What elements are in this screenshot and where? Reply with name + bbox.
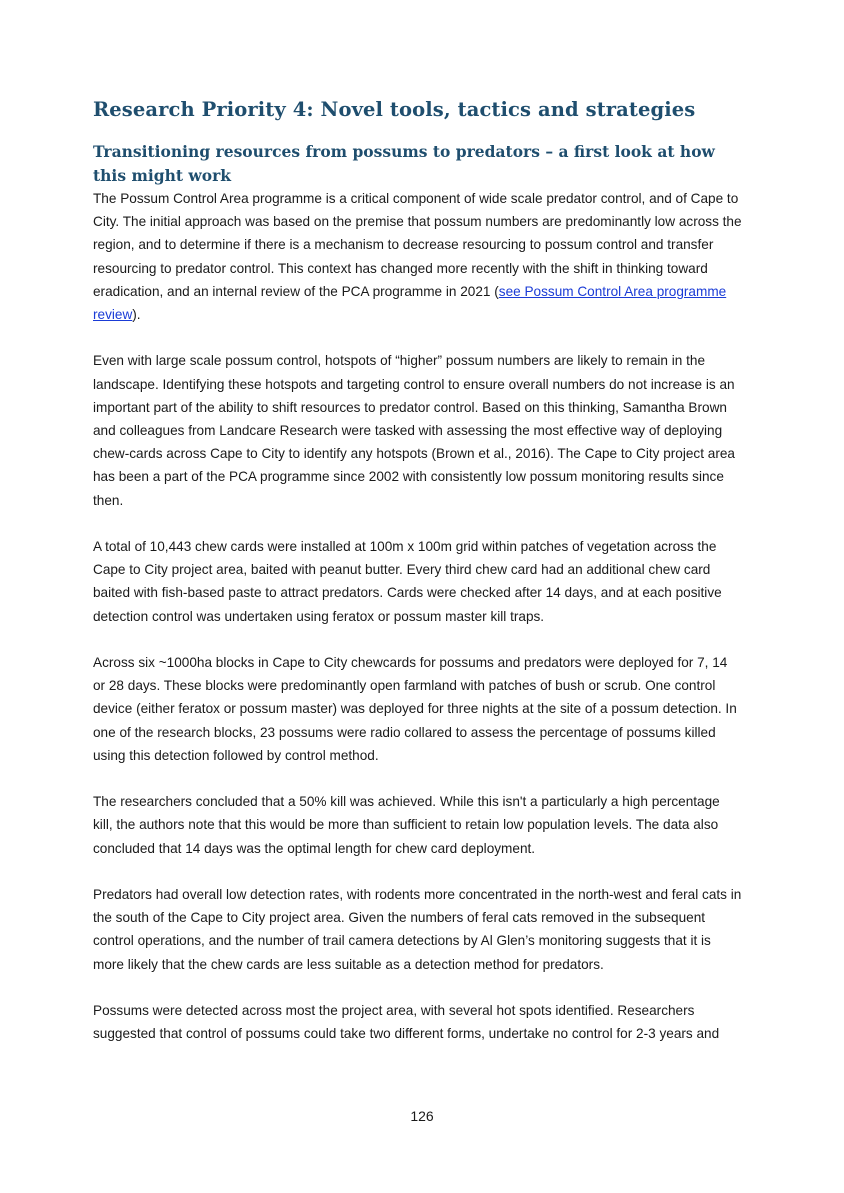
subsection-heading: Transitioning resources from possums to predators – a first look at how this might work [93, 142, 715, 185]
paragraph-predators: Predators had overall low detection rates, with rodents more concentrated in the north-west and feral cats in the south of the Cape to City project area. Given the numbers of feral cats removed in the subsequent control operations, and the number of trail camera detections by Al Glen’s monitoring suggests that it is more likely that the chew cards are less suitable as a detection method for predators. [93, 887, 742, 972]
paragraph-intro-text: The Possum Control Area programme is a critical component of wide scale predator control, and of Cape to City. The initial approach was based on the premise that possum numbers are predominantly low across the region, and to determine if there is a mechanism to decrease resourcing to possum control and transfer resourcing to predator control. This context has changed more recently with the shift in thinking toward eradication, and an internal review of the PCA programme in 2021 ( [93, 191, 742, 299]
paragraph-intro-tail: ). [132, 307, 141, 323]
page-number: 126 [410, 1108, 434, 1124]
paragraph-results: The researchers concluded that a 50% kill was achieved. While this isn't a particularly a high percentage kill, the authors note that this would be more than sufficient to retain low population levels. The data also concluded that 14 days was the optimal length for chew card deployment. [93, 794, 720, 856]
paragraph-chew-cards: A total of 10,443 chew cards were installed at 100m x 100m grid within patches of vegetation across the Cape to City project area, baited with peanut butter. Every third chew card had an additional chew card baited with fish-based paste to attract predators. Cards were checked after 14 days, and at each positive detection control was undertaken using feratox or possum master kill traps. [93, 539, 722, 624]
paragraph-hotspots: Even with large scale possum control, hotspots of “higher” possum numbers are likely to remain in the landscape. Identifying these hotspots and targeting control to ensure overall numbers do not increase is an important part of the ability to shift resources to predator control. Based on this thinking, Samantha Brown and colleagues from Landcare Research were tasked with assessing the most effective way of deploying chew-cards across Cape to City to identify any hotspots (Brown et al., 2016). The Cape to City project area has been a part of the PCA programme since 2002 with consistently low possum monitoring results since then. [93, 353, 735, 508]
section-heading: Research Priority 4: Novel tools, tactics and strategies [93, 98, 696, 121]
paragraph-possum-detection: Possums were detected across most the project area, with several hot spots identified. Researchers suggested that control of possums could take two different forms, undertake no control for 2-3 years and [93, 1003, 720, 1042]
paragraph-intro [93, 187, 743, 326]
paragraph-blocks: Across six ~1000ha blocks in Cape to City chewcards for possums and predators were deployed for 7, 14 or 28 days. These blocks were predominantly open farmland with patches of bush or scrub. One control device (either feratox or possum master) was deployed for three nights at the site of a possum detection. In one of the research blocks, 23 possums were radio collared to assess the percentage of possums killed using this detection followed by control method. [93, 655, 737, 763]
page-content [93, 96, 743, 1069]
pca-review-link[interactable]: see Possum Control Area programme review [93, 283, 727, 323]
